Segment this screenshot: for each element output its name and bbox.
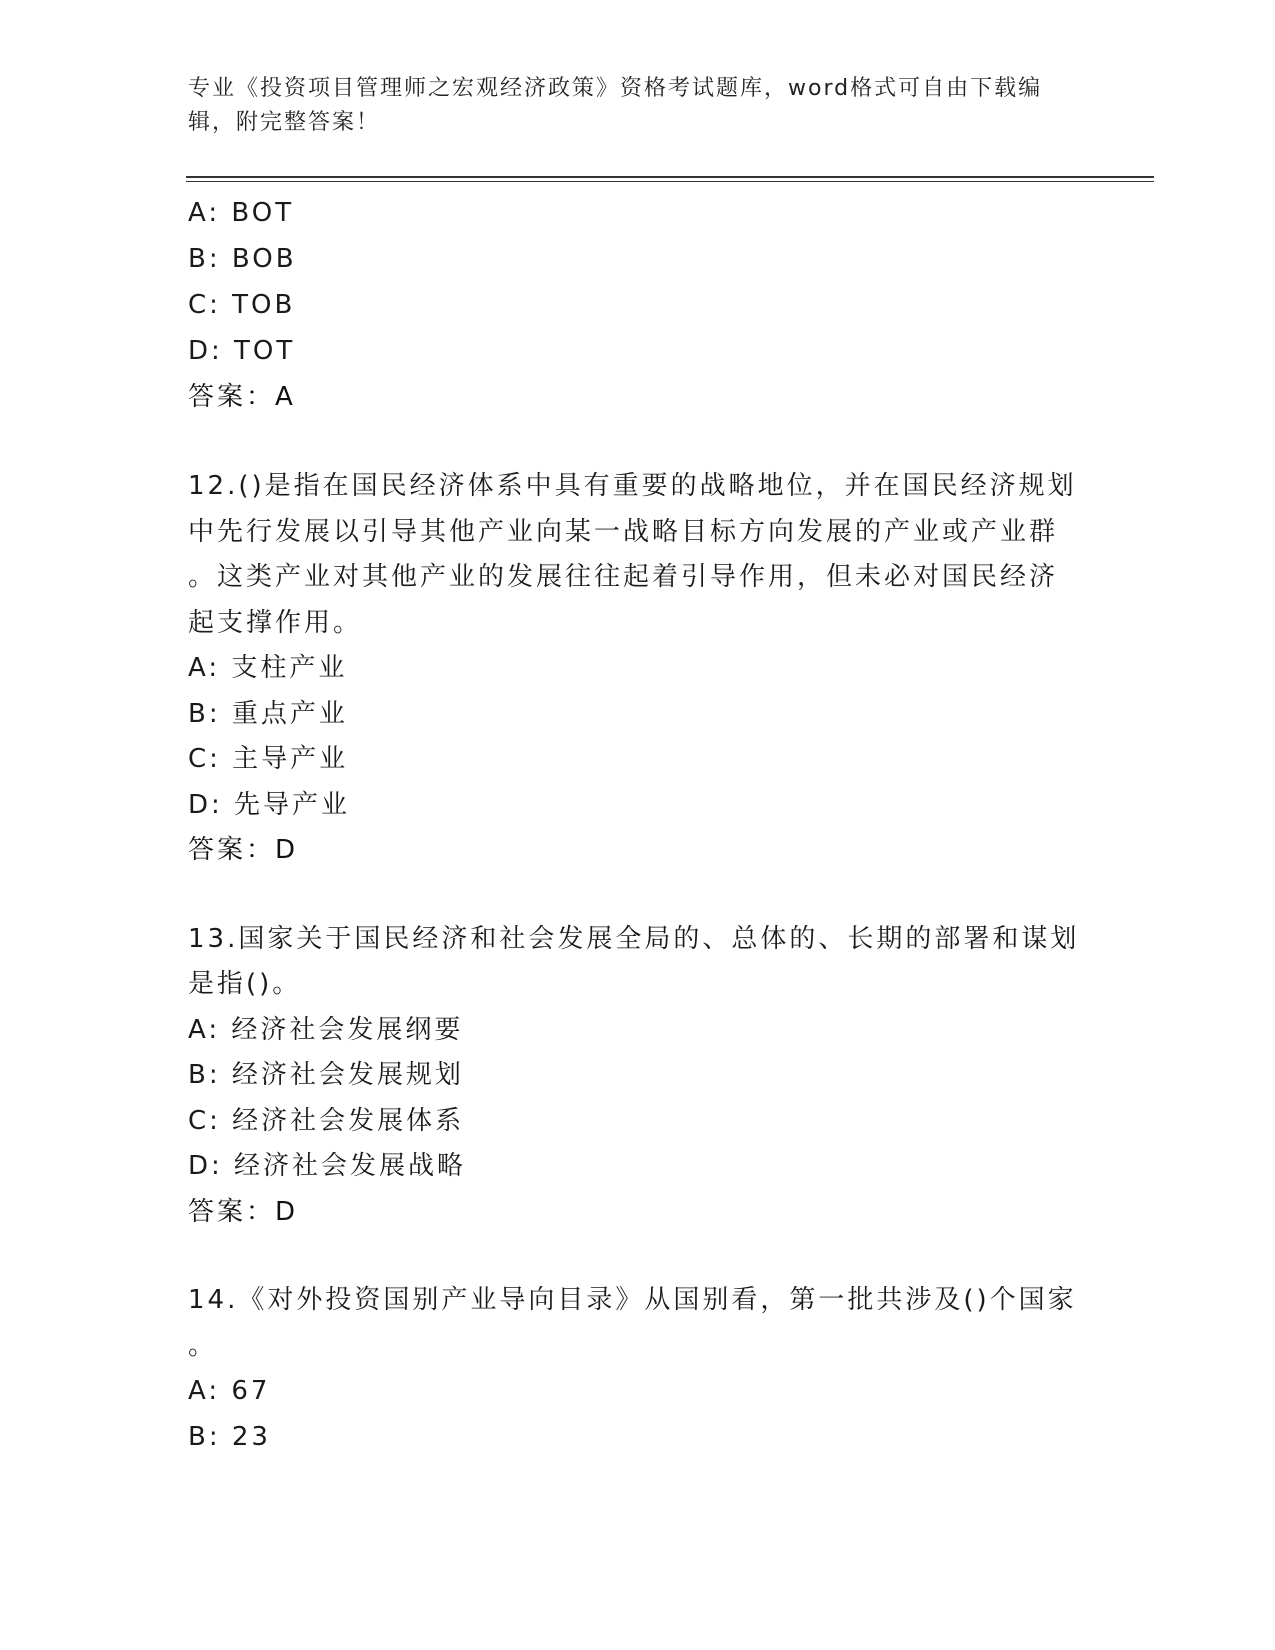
question-stem-line: 起支撑作用。 bbox=[188, 607, 363, 638]
question-list bbox=[188, 190, 1088, 1460]
question-11-tail bbox=[188, 190, 1088, 420]
spacer bbox=[188, 1235, 1088, 1278]
header-line-1: 专业《投资项目管理师之宏观经济政策》资格考试题库，word格式可自由下载编 bbox=[188, 76, 1043, 101]
header-line-2: 辑，附完整答案！ bbox=[188, 110, 381, 135]
answer: 答案：D bbox=[188, 1196, 299, 1227]
option-b: B: 23 bbox=[188, 1421, 271, 1452]
question-stem-line: 是指()。 bbox=[188, 969, 302, 999]
option-d: D: 先导产业 bbox=[188, 789, 351, 820]
option-d: D: 经济社会发展战略 bbox=[188, 1151, 467, 1181]
option-c: C: TOB bbox=[188, 290, 296, 320]
spacer bbox=[188, 420, 1088, 464]
option-a: A: 67 bbox=[188, 1376, 271, 1406]
question-stem-line: 14.《对外投资国别产业导向目录》从国别看，第一批共涉及()个国家 bbox=[188, 1285, 1077, 1315]
question-stem-line: 。这类产业对其他产业的发展往往起着引导作用，但未必对国民经济 bbox=[188, 562, 1059, 592]
option-d: D: TOT bbox=[188, 336, 296, 366]
question-13 bbox=[188, 917, 1088, 1236]
question-12 bbox=[188, 464, 1088, 874]
option-b: B: 经济社会发展规划 bbox=[188, 1060, 464, 1090]
header-rule-thick bbox=[186, 176, 1154, 178]
option-b: B: 重点产业 bbox=[188, 698, 348, 729]
question-stem-line: 12.()是指在国民经济体系中具有重要的战略地位，并在国民经济规划 bbox=[188, 471, 1077, 501]
answer: 答案：D bbox=[188, 835, 299, 865]
option-c: C: 主导产业 bbox=[188, 744, 349, 774]
answer: 答案：A bbox=[188, 382, 296, 412]
question-stem-line: 中先行发展以引导其他产业向某一战略目标方向发展的产业或产业群 bbox=[188, 516, 1059, 547]
spacer bbox=[188, 874, 1088, 917]
option-a: A: 经济社会发展纲要 bbox=[188, 1014, 464, 1045]
option-a: A: BOT bbox=[188, 198, 295, 228]
question-14 bbox=[188, 1278, 1088, 1460]
question-stem-line: 13.国家关于国民经济和社会发展全局的、总体的、长期的部署和谋划 bbox=[188, 923, 1080, 954]
option-a: A: 支柱产业 bbox=[188, 653, 348, 683]
option-b: B: BOB bbox=[188, 244, 297, 274]
document-header bbox=[188, 72, 1088, 140]
question-stem-line: 。 bbox=[188, 1330, 218, 1361]
option-c: C: 经济社会发展体系 bbox=[188, 1105, 465, 1136]
header-rule-thin bbox=[186, 181, 1154, 182]
